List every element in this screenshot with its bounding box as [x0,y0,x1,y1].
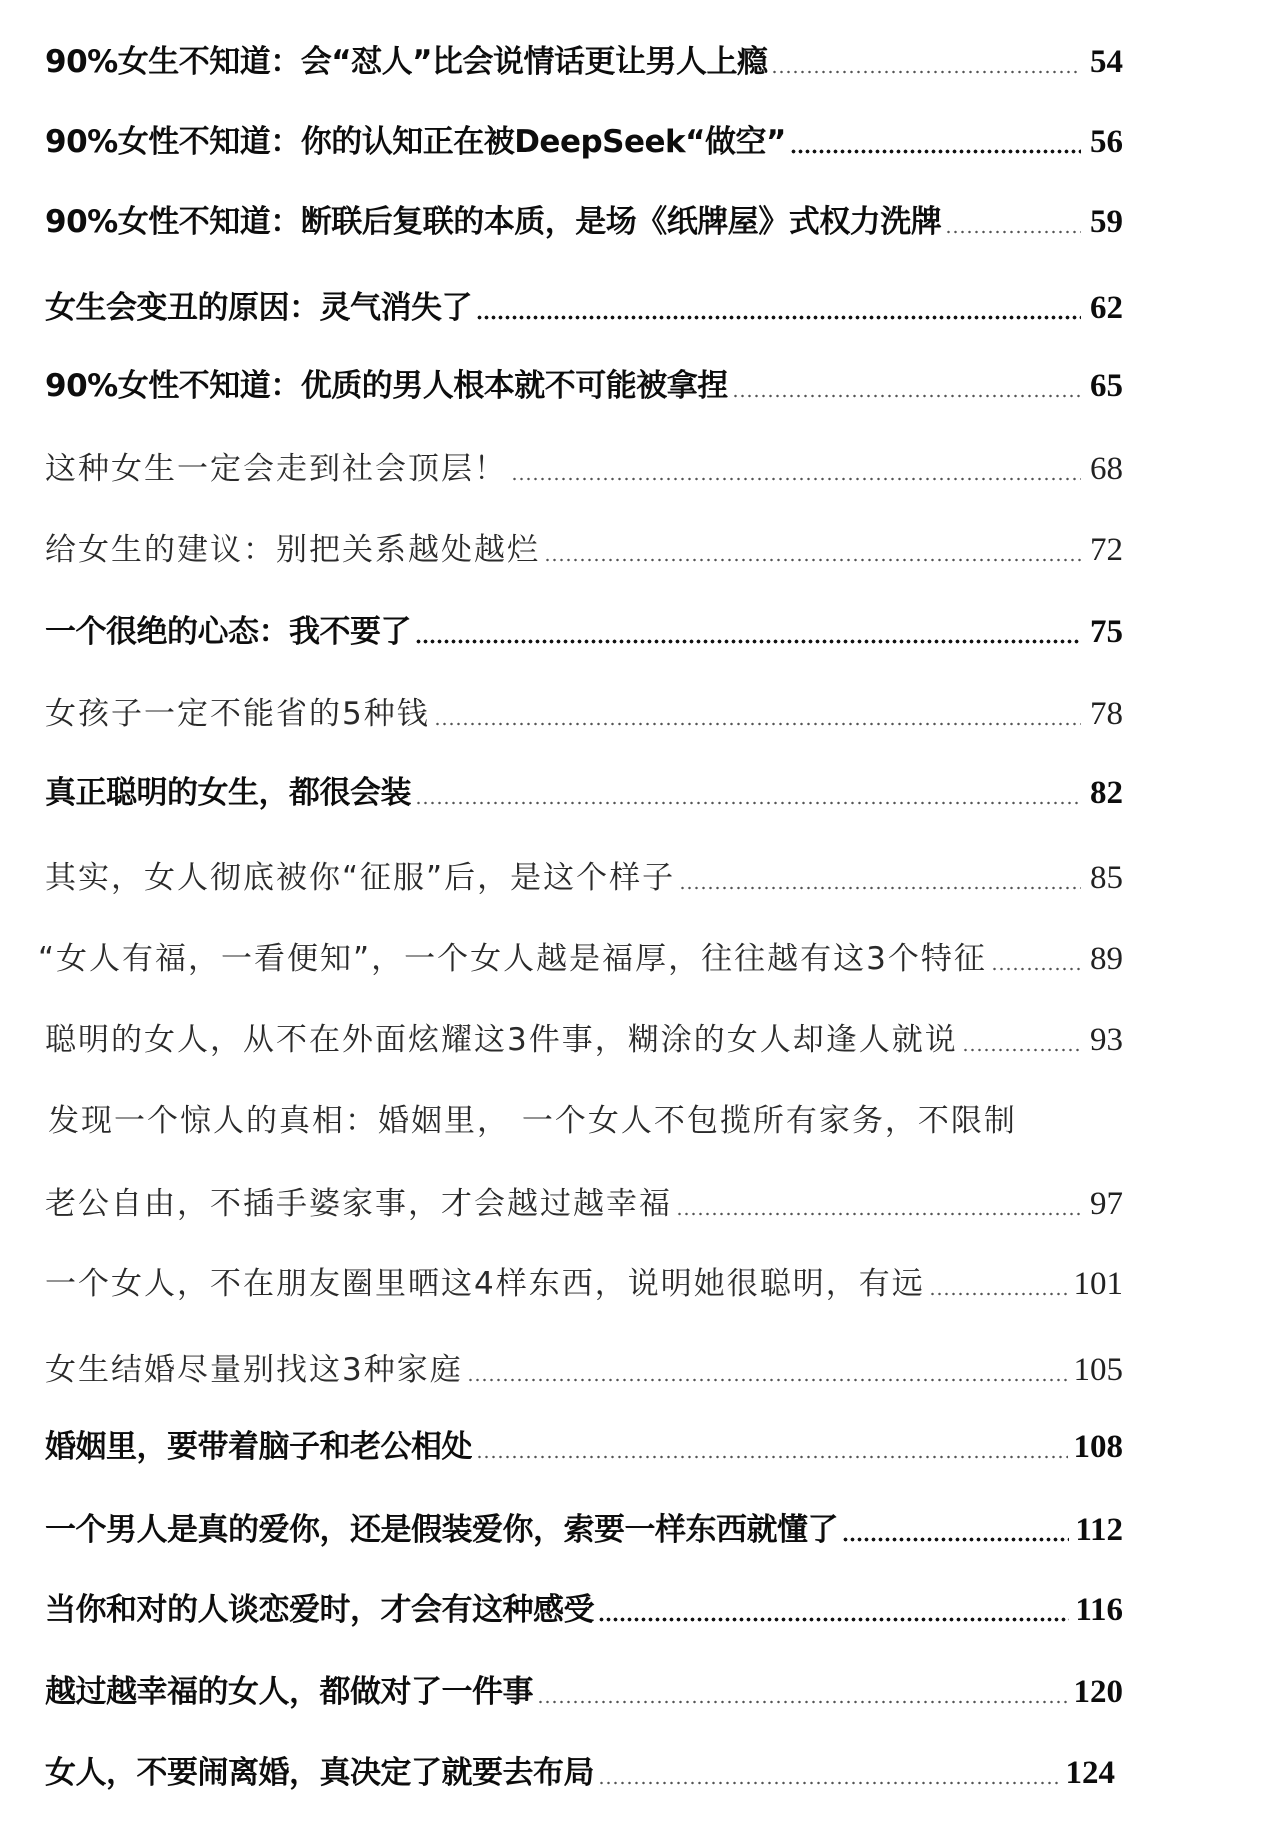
toc-entry[interactable] [45,286,1123,330]
toc-entry[interactable] [45,610,1123,654]
toc-entry-page: 85 [1090,860,1123,896]
dot-leader [732,394,1081,398]
toc-entry-page: 116 [1075,1592,1123,1628]
toc-entry-title: 女孩子一定不能省的5种钱 [45,696,430,732]
toc-entry[interactable] [38,937,1123,981]
dot-leader [537,1700,1068,1704]
dot-leader [842,1537,1069,1542]
toc-entry-title: 真正聪明的女生，都很会装 [45,775,411,811]
toc-entry-title: 女生会变丑的原因：灵气消失了 [45,290,472,326]
toc-entry-title: 越过越幸福的女人，都做对了一件事 [45,1674,533,1710]
toc-entry-page: 68 [1090,451,1123,487]
dot-leader [415,639,1081,644]
dot-leader [434,722,1081,726]
toc-entry[interactable] [45,528,1123,572]
toc-entry-continuation[interactable] [45,1182,1123,1226]
toc-entry-page: 65 [1090,368,1123,404]
toc-entry[interactable] [45,692,1123,736]
toc-entry-page: 62 [1090,290,1123,326]
toc-entry-page: 101 [1073,1266,1123,1302]
dot-leader [598,1781,1060,1785]
toc-entry[interactable] [45,1670,1123,1714]
toc-entry-title: 当你和对的人谈恋爱时，才会有这种感受 [45,1592,594,1628]
dot-leader [476,1455,1068,1459]
toc-entry[interactable] [45,364,1123,408]
dot-leader [544,558,1081,562]
toc-entry-title: 一个女人，不在朋友圈里晒这4样东西，说明她很聪明，有远 [45,1266,925,1302]
toc-entry-page: 78 [1090,696,1123,732]
toc-entry[interactable] [45,200,1123,244]
toc-entry-page: 108 [1073,1429,1123,1465]
toc-entry-title: 这种女生一定会走到社会顶层！ [45,451,507,487]
toc-entry-page: 54 [1090,44,1123,80]
dot-leader [991,967,1081,971]
toc-entry-title: 90%女性不知道：断联后复联的本质，是场《纸牌屋》式权力洗牌 [45,204,942,240]
toc-entry-title: 一个很绝的心态：我不要了 [45,614,411,650]
toc-entry[interactable] [45,856,1123,900]
toc-entry-title: 一个男人是真的爱你，还是假装爱你，索要一样东西就懂了 [45,1512,838,1548]
dot-leader [511,477,1081,481]
toc-entry-title: 女生结婚尽量别找这3种家庭 [45,1352,463,1388]
dot-leader [467,1378,1068,1382]
dot-leader [962,1048,1081,1052]
toc-entry[interactable] [45,1262,1123,1306]
toc-entry[interactable] [45,1751,1115,1795]
toc-entry-title: 给女生的建议：别把关系越处越烂 [45,532,540,568]
toc-entry-page: 56 [1090,124,1123,160]
toc-entry-page: 59 [1090,204,1123,240]
toc-entry[interactable] [45,1588,1123,1632]
toc-entry-page: 72 [1090,532,1123,568]
toc-entry[interactable] [45,1348,1123,1392]
toc-entry-title: 聪明的女人，从不在外面炫耀这3件事，糊涂的女人却逢人就说 [45,1022,958,1058]
toc-entry-page: 75 [1090,614,1123,650]
toc-entry[interactable] [48,1099,1126,1143]
toc-entry-page: 93 [1090,1022,1123,1058]
dot-leader [676,1212,1081,1216]
dot-leader [771,70,1081,74]
dot-leader [415,801,1081,805]
toc-entry-page: 120 [1073,1674,1123,1710]
toc-entry-title: 发现一个惊人的真相：婚姻里， 一个女人不包揽所有家务，不限制 [48,1103,1017,1139]
toc-entry-title: 90%女生不知道：会“怼人”比会说情话更让男人上瘾 [45,44,768,80]
toc-entry-title: 女人，不要闹离婚，真决定了就要去布局 [45,1755,594,1791]
dot-leader [929,1292,1068,1296]
toc-entry-page: 112 [1075,1512,1123,1548]
toc-entry-title: “女人有福，一看便知”，一个女人越是福厚，往往越有这3个特征 [38,941,987,977]
toc-entry[interactable] [45,447,1123,491]
toc-entry-title: 90%女性不知道：你的认知正在被DeepSeek“做空” [45,124,786,160]
dot-leader [476,315,1081,320]
toc-entry-page: 89 [1090,941,1123,977]
toc-entry-page: 82 [1090,775,1123,811]
dot-leader [945,230,1081,234]
toc-entry[interactable] [45,120,1123,164]
toc-entry[interactable] [45,771,1123,815]
toc-entry-title: 婚姻里，要带着脑子和老公相处 [45,1429,472,1465]
toc-entry-title: 其实，女人彻底被你“征服”后，是这个样子 [45,860,676,896]
toc-entry[interactable] [45,40,1123,84]
toc-entry[interactable] [45,1018,1123,1062]
dot-leader [679,886,1081,890]
toc-entry-page: 105 [1073,1352,1123,1388]
dot-leader [598,1617,1069,1622]
dot-leader [790,149,1081,154]
toc-entry-page: 97 [1090,1186,1123,1222]
toc-entry[interactable] [45,1508,1123,1552]
toc-entry-title: 老公自由，不插手婆家事，才会越过越幸福 [45,1186,672,1222]
toc-entry[interactable] [45,1425,1123,1469]
toc-entry-page: 124 [1065,1755,1115,1791]
toc-entry-title: 90%女性不知道：优质的男人根本就不可能被拿捏 [45,368,728,404]
